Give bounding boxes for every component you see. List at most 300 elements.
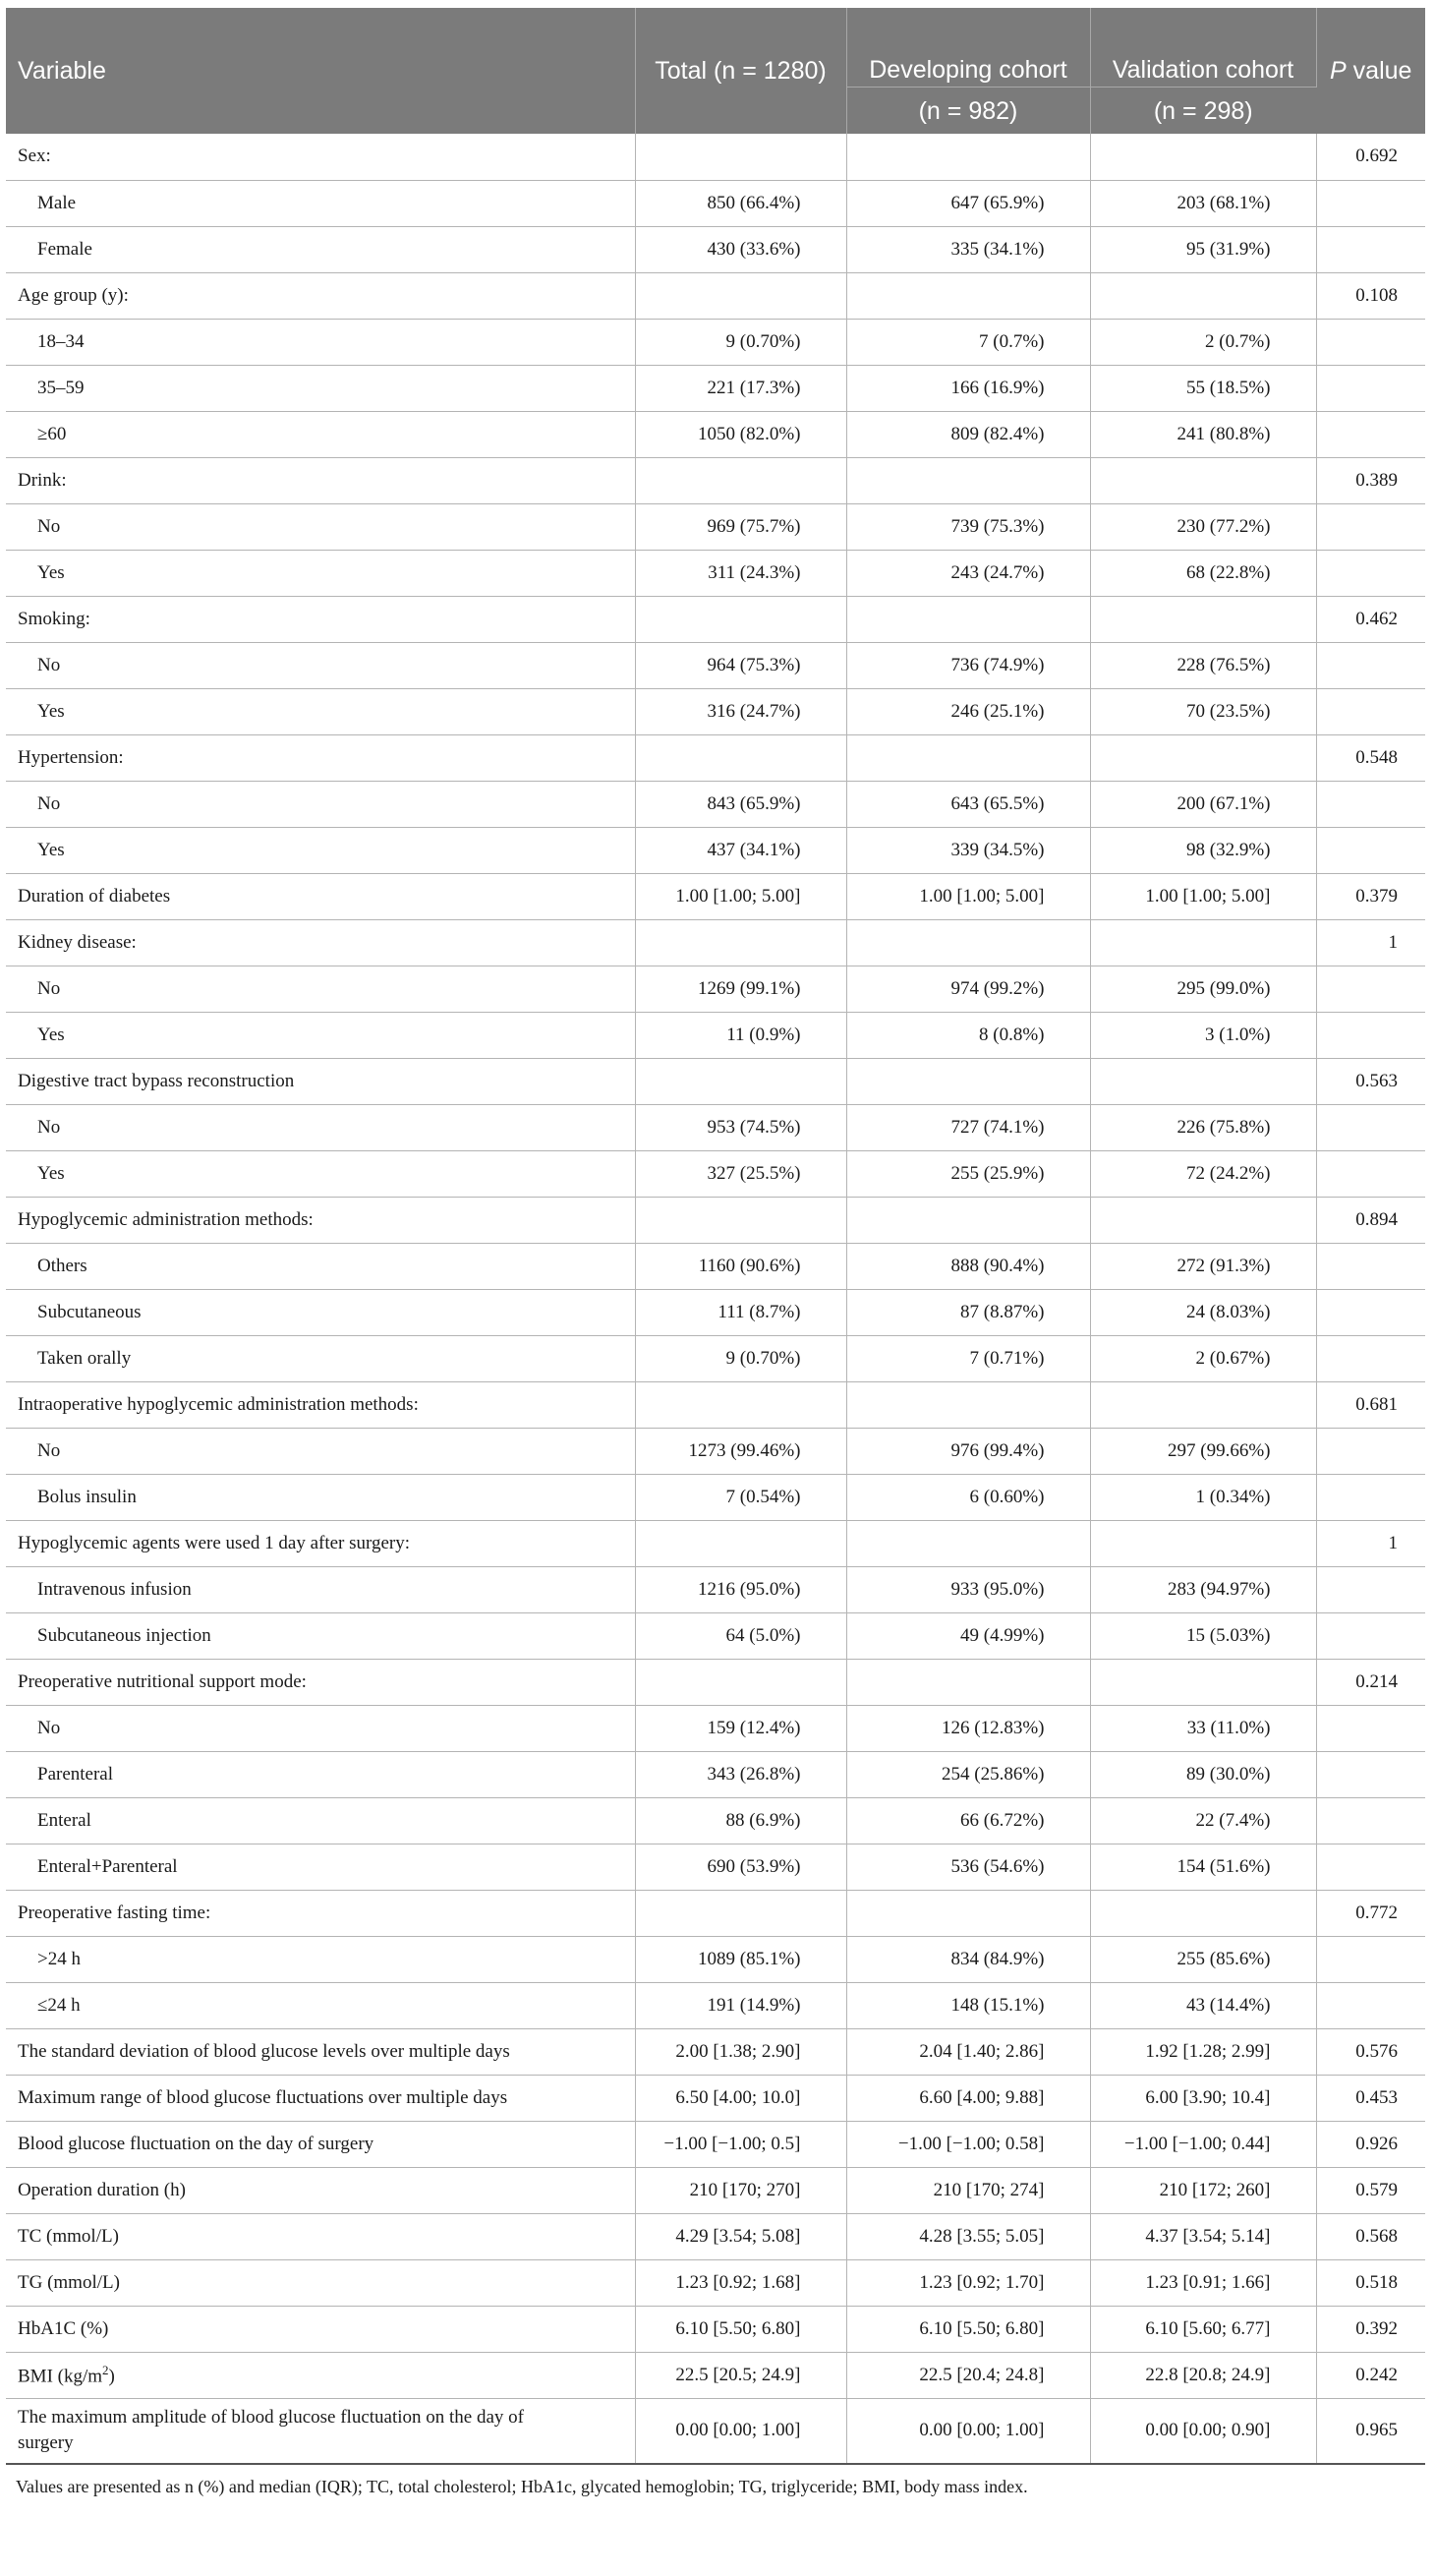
subcategory-label: Enteral <box>6 1797 635 1844</box>
subcategory-label: Subcutaneous <box>6 1289 635 1335</box>
p-value <box>1316 1335 1425 1381</box>
validation-value <box>1090 457 1316 503</box>
developing-value: 739 (75.3%) <box>846 503 1090 550</box>
validation-value <box>1090 1058 1316 1104</box>
table-row <box>6 1705 1425 1751</box>
total-value <box>635 919 846 966</box>
table-row <box>6 1612 1425 1659</box>
developing-value: 166 (16.9%) <box>846 365 1090 411</box>
developing-value <box>846 272 1090 319</box>
total-value <box>635 457 846 503</box>
subcategory-label: Taken orally <box>6 1335 635 1381</box>
developing-value <box>846 734 1090 781</box>
p-value: 0.576 <box>1316 2028 1425 2075</box>
subcategory-label: No <box>6 503 635 550</box>
p-value: 0.518 <box>1316 2259 1425 2306</box>
validation-value: 70 (23.5%) <box>1090 688 1316 734</box>
variable-label: TC (mmol/L) <box>6 2213 635 2259</box>
p-value <box>1316 226 1425 272</box>
variable-label: Blood glucose fluctuation on the day of surgery <box>6 2121 635 2167</box>
validation-value: 297 (99.66%) <box>1090 1428 1316 1474</box>
developing-value <box>846 919 1090 966</box>
table-row <box>6 1936 1425 1982</box>
p-value: 1 <box>1316 919 1425 966</box>
table-row <box>6 781 1425 827</box>
developing-value: 1.00 [1.00; 5.00] <box>846 873 1090 919</box>
developing-value <box>846 1381 1090 1428</box>
validation-value <box>1090 1520 1316 1566</box>
subcategory-label: Intravenous infusion <box>6 1566 635 1612</box>
validation-value <box>1090 1197 1316 1243</box>
validation-value: 255 (85.6%) <box>1090 1936 1316 1982</box>
subcategory-label: Female <box>6 226 635 272</box>
variable-label: Smoking: <box>6 596 635 642</box>
table-row <box>6 1890 1425 1936</box>
subcategory-label: Yes <box>6 827 635 873</box>
variable-label: TG (mmol/L) <box>6 2259 635 2306</box>
p-value: 0.453 <box>1316 2075 1425 2121</box>
variable-label <box>6 2352 635 2398</box>
table-row <box>6 1520 1425 1566</box>
total-value <box>635 596 846 642</box>
table-row <box>6 827 1425 873</box>
variable-label: Preoperative fasting time: <box>6 1890 635 1936</box>
table-row <box>6 1058 1425 1104</box>
validation-value: 228 (76.5%) <box>1090 642 1316 688</box>
table-row <box>6 1982 1425 2028</box>
total-value: 964 (75.3%) <box>635 642 846 688</box>
p-value <box>1316 1751 1425 1797</box>
variable-label: Maximum range of blood glucose fluctuations over multiple days <box>6 2075 635 2121</box>
variable-label: Intraoperative hypoglycemic administration methods: <box>6 1381 635 1428</box>
validation-value: 33 (11.0%) <box>1090 1705 1316 1751</box>
table-row <box>6 1243 1425 1289</box>
validation-value <box>1090 596 1316 642</box>
validation-value: 98 (32.9%) <box>1090 827 1316 873</box>
developing-value <box>846 596 1090 642</box>
bmi-label-superscript: 2 <box>102 2362 109 2377</box>
total-value: −1.00 [−1.00; 0.5] <box>635 2121 846 2167</box>
subcategory-label: ≤24 h <box>6 1982 635 2028</box>
validation-value <box>1090 919 1316 966</box>
validation-value <box>1090 272 1316 319</box>
table-row <box>6 180 1425 226</box>
total-value <box>635 1381 846 1428</box>
table-row <box>6 1104 1425 1150</box>
developing-value <box>846 1520 1090 1566</box>
validation-value: 226 (75.8%) <box>1090 1104 1316 1150</box>
subcategory-label: No <box>6 781 635 827</box>
p-value <box>1316 319 1425 365</box>
developing-value: 335 (34.1%) <box>846 226 1090 272</box>
table-row <box>6 1566 1425 1612</box>
p-value: 0.568 <box>1316 2213 1425 2259</box>
p-value: 0.926 <box>1316 2121 1425 2167</box>
validation-value: 68 (22.8%) <box>1090 550 1316 596</box>
total-value: 9 (0.70%) <box>635 319 846 365</box>
validation-value: 6.00 [3.90; 10.4] <box>1090 2075 1316 2121</box>
p-value: 1 <box>1316 1520 1425 1566</box>
total-value: 1089 (85.1%) <box>635 1936 846 1982</box>
p-value <box>1316 1566 1425 1612</box>
total-value: 430 (33.6%) <box>635 226 846 272</box>
p-value: 0.392 <box>1316 2306 1425 2352</box>
validation-value: −1.00 [−1.00; 0.44] <box>1090 2121 1316 2167</box>
table-row <box>6 503 1425 550</box>
validation-value: 6.10 [5.60; 6.77] <box>1090 2306 1316 2352</box>
total-value: 210 [170; 270] <box>635 2167 846 2213</box>
developing-value: 7 (0.7%) <box>846 319 1090 365</box>
header-validation-cohort: Validation cohort <box>1090 8 1316 88</box>
total-value <box>635 134 846 180</box>
developing-value: 0.00 [0.00; 1.00] <box>846 2398 1090 2464</box>
validation-value: 22 (7.4%) <box>1090 1797 1316 1844</box>
subcategory-label: No <box>6 1705 635 1751</box>
total-value: 88 (6.9%) <box>635 1797 846 1844</box>
total-value: 6.50 [4.00; 10.0] <box>635 2075 846 2121</box>
variable-label: The maximum amplitude of blood glucose fluctuation on the day of surgery <box>6 2398 635 2464</box>
variable-label: Digestive tract bypass reconstruction <box>6 1058 635 1104</box>
p-value: 0.108 <box>1316 272 1425 319</box>
p-value: 0.548 <box>1316 734 1425 781</box>
developing-value: 647 (65.9%) <box>846 180 1090 226</box>
validation-value: 154 (51.6%) <box>1090 1844 1316 1890</box>
p-value <box>1316 1705 1425 1751</box>
developing-value <box>846 1659 1090 1705</box>
subcategory-label: No <box>6 1104 635 1150</box>
total-value: 311 (24.3%) <box>635 550 846 596</box>
validation-value: 2 (0.7%) <box>1090 319 1316 365</box>
validation-value: 210 [172; 260] <box>1090 2167 1316 2213</box>
p-value: 0.379 <box>1316 873 1425 919</box>
developing-value: 7 (0.71%) <box>846 1335 1090 1381</box>
table-row <box>6 688 1425 734</box>
developing-value: 8 (0.8%) <box>846 1012 1090 1058</box>
header-variable: Variable <box>6 8 635 134</box>
validation-value: 72 (24.2%) <box>1090 1150 1316 1197</box>
developing-value: 49 (4.99%) <box>846 1612 1090 1659</box>
validation-value: 2 (0.67%) <box>1090 1335 1316 1381</box>
p-value <box>1316 365 1425 411</box>
total-value: 1160 (90.6%) <box>635 1243 846 1289</box>
table-row <box>6 734 1425 781</box>
table-row <box>6 966 1425 1012</box>
table-row <box>6 2121 1425 2167</box>
subcategory-label: Yes <box>6 688 635 734</box>
table-row <box>6 919 1425 966</box>
total-value: 843 (65.9%) <box>635 781 846 827</box>
p-value <box>1316 1012 1425 1058</box>
validation-value: 1 (0.34%) <box>1090 1474 1316 1520</box>
total-value: 4.29 [3.54; 5.08] <box>635 2213 846 2259</box>
total-value: 191 (14.9%) <box>635 1982 846 2028</box>
table-row <box>6 642 1425 688</box>
table-row <box>6 2167 1425 2213</box>
total-value: 437 (34.1%) <box>635 827 846 873</box>
total-value <box>635 1058 846 1104</box>
p-value <box>1316 1289 1425 1335</box>
total-value <box>635 1197 846 1243</box>
total-value: 1.00 [1.00; 5.00] <box>635 873 846 919</box>
total-value: 2.00 [1.38; 2.90] <box>635 2028 846 2075</box>
developing-value: 6 (0.60%) <box>846 1474 1090 1520</box>
p-value <box>1316 550 1425 596</box>
validation-value: 3 (1.0%) <box>1090 1012 1316 1058</box>
table-row <box>6 596 1425 642</box>
total-value: 111 (8.7%) <box>635 1289 846 1335</box>
subcategory-label: Enteral+Parenteral <box>6 1844 635 1890</box>
validation-value: 89 (30.0%) <box>1090 1751 1316 1797</box>
p-value <box>1316 966 1425 1012</box>
p-value <box>1316 411 1425 457</box>
validation-value <box>1090 134 1316 180</box>
developing-value: 536 (54.6%) <box>846 1844 1090 1890</box>
subcategory-label: No <box>6 966 635 1012</box>
developing-value: 809 (82.4%) <box>846 411 1090 457</box>
p-value: 0.894 <box>1316 1197 1425 1243</box>
table-row <box>6 2028 1425 2075</box>
header-developing-cohort: Developing cohort <box>846 8 1090 88</box>
total-value: 64 (5.0%) <box>635 1612 846 1659</box>
table-row <box>6 1844 1425 1890</box>
subcategory-label: 35–59 <box>6 365 635 411</box>
validation-value: 55 (18.5%) <box>1090 365 1316 411</box>
variable-label: Hypertension: <box>6 734 635 781</box>
header-p-value <box>1316 8 1425 134</box>
validation-value: 295 (99.0%) <box>1090 966 1316 1012</box>
total-value: 221 (17.3%) <box>635 365 846 411</box>
p-value <box>1316 827 1425 873</box>
table-row <box>6 2306 1425 2352</box>
validation-value: 15 (5.03%) <box>1090 1612 1316 1659</box>
variable-label: HbA1C (%) <box>6 2306 635 2352</box>
total-value: 969 (75.7%) <box>635 503 846 550</box>
developing-value: 66 (6.72%) <box>846 1797 1090 1844</box>
p-value: 0.214 <box>1316 1659 1425 1705</box>
table-body <box>6 134 1425 2464</box>
developing-value: 933 (95.0%) <box>846 1566 1090 1612</box>
table-row <box>6 1659 1425 1705</box>
total-value <box>635 1659 846 1705</box>
p-value: 0.772 <box>1316 1890 1425 1936</box>
variable-label: Hypoglycemic administration methods: <box>6 1197 635 1243</box>
subcategory-label: Subcutaneous injection <box>6 1612 635 1659</box>
developing-value: 4.28 [3.55; 5.05] <box>846 2213 1090 2259</box>
validation-value: 200 (67.1%) <box>1090 781 1316 827</box>
p-value <box>1316 1428 1425 1474</box>
total-value: 9 (0.70%) <box>635 1335 846 1381</box>
header-validation-n: (n = 298) <box>1090 88 1316 135</box>
developing-value: 243 (24.7%) <box>846 550 1090 596</box>
table-row <box>6 1381 1425 1428</box>
total-value <box>635 1520 846 1566</box>
table-row <box>6 1197 1425 1243</box>
table-row <box>6 2213 1425 2259</box>
total-value: 1050 (82.0%) <box>635 411 846 457</box>
p-value <box>1316 180 1425 226</box>
p-value: 0.462 <box>1316 596 1425 642</box>
p-value <box>1316 1104 1425 1150</box>
validation-value: 0.00 [0.00; 0.90] <box>1090 2398 1316 2464</box>
total-value: 0.00 [0.00; 1.00] <box>635 2398 846 2464</box>
p-value: 0.242 <box>1316 2352 1425 2398</box>
bmi-label-close: ) <box>108 2366 115 2387</box>
developing-value <box>846 134 1090 180</box>
validation-value <box>1090 1890 1316 1936</box>
variable-label: Drink: <box>6 457 635 503</box>
table-row <box>6 1751 1425 1797</box>
developing-value: 255 (25.9%) <box>846 1150 1090 1197</box>
developing-value: 148 (15.1%) <box>846 1982 1090 2028</box>
header-developing-n: (n = 982) <box>846 88 1090 135</box>
p-value <box>1316 642 1425 688</box>
validation-value: 272 (91.3%) <box>1090 1243 1316 1289</box>
table-row <box>6 134 1425 180</box>
table-row <box>6 1474 1425 1520</box>
table-row <box>6 1012 1425 1058</box>
variable-label: Duration of diabetes <box>6 873 635 919</box>
table-row <box>6 550 1425 596</box>
table-row <box>6 411 1425 457</box>
table-row <box>6 2075 1425 2121</box>
total-value: 1.23 [0.92; 1.68] <box>635 2259 846 2306</box>
table-row <box>6 457 1425 503</box>
developing-value <box>846 1058 1090 1104</box>
validation-value: 4.37 [3.54; 5.14] <box>1090 2213 1316 2259</box>
total-value <box>635 272 846 319</box>
header-p-rest: value <box>1346 57 1412 85</box>
table-row <box>6 1428 1425 1474</box>
total-value: 327 (25.5%) <box>635 1150 846 1197</box>
developing-value: 2.04 [1.40; 2.86] <box>846 2028 1090 2075</box>
p-value <box>1316 1150 1425 1197</box>
developing-value: 126 (12.83%) <box>846 1705 1090 1751</box>
header-total: Total (n = 1280) <box>635 8 846 134</box>
developing-value: 254 (25.86%) <box>846 1751 1090 1797</box>
subcategory-label: Yes <box>6 1012 635 1058</box>
subcategory-label: Bolus insulin <box>6 1474 635 1520</box>
developing-value: 974 (99.2%) <box>846 966 1090 1012</box>
table-row <box>6 1150 1425 1197</box>
developing-value: −1.00 [−1.00; 0.58] <box>846 2121 1090 2167</box>
p-value: 0.579 <box>1316 2167 1425 2213</box>
validation-value: 95 (31.9%) <box>1090 226 1316 272</box>
baseline-characteristics-table-container <box>6 8 1425 2497</box>
p-value <box>1316 1474 1425 1520</box>
developing-value: 643 (65.5%) <box>846 781 1090 827</box>
p-value <box>1316 1844 1425 1890</box>
table-row <box>6 319 1425 365</box>
validation-value: 1.92 [1.28; 2.99] <box>1090 2028 1316 2075</box>
validation-value: 283 (94.97%) <box>1090 1566 1316 1612</box>
p-value <box>1316 688 1425 734</box>
p-value <box>1316 503 1425 550</box>
developing-value: 6.10 [5.50; 6.80] <box>846 2306 1090 2352</box>
baseline-characteristics-table <box>6 8 1425 2465</box>
subcategory-label: No <box>6 642 635 688</box>
variable-label: The standard deviation of blood glucose levels over multiple days <box>6 2028 635 2075</box>
p-value <box>1316 1982 1425 2028</box>
variable-label: Preoperative nutritional support mode: <box>6 1659 635 1705</box>
validation-value: 241 (80.8%) <box>1090 411 1316 457</box>
table-row <box>6 873 1425 919</box>
subcategory-label: Male <box>6 180 635 226</box>
p-value <box>1316 1243 1425 1289</box>
p-value <box>1316 781 1425 827</box>
subcategory-label: >24 h <box>6 1936 635 1982</box>
developing-value: 22.5 [20.4; 24.8] <box>846 2352 1090 2398</box>
subcategory-label: ≥60 <box>6 411 635 457</box>
total-value: 316 (24.7%) <box>635 688 846 734</box>
variable-label: Kidney disease: <box>6 919 635 966</box>
p-value: 0.692 <box>1316 134 1425 180</box>
subcategory-label: Yes <box>6 550 635 596</box>
total-value: 1273 (99.46%) <box>635 1428 846 1474</box>
p-value: 0.965 <box>1316 2398 1425 2464</box>
developing-value: 6.60 [4.00; 9.88] <box>846 2075 1090 2121</box>
p-value: 0.563 <box>1316 1058 1425 1104</box>
table-row <box>6 2398 1425 2464</box>
table-row <box>6 1797 1425 1844</box>
bmi-label-text: BMI (kg/m <box>18 2366 103 2387</box>
variable-label: Sex: <box>6 134 635 180</box>
developing-value: 888 (90.4%) <box>846 1243 1090 1289</box>
validation-value: 1.23 [0.91; 1.66] <box>1090 2259 1316 2306</box>
developing-value <box>846 1890 1090 1936</box>
validation-value: 24 (8.03%) <box>1090 1289 1316 1335</box>
validation-value: 1.00 [1.00; 5.00] <box>1090 873 1316 919</box>
total-value: 159 (12.4%) <box>635 1705 846 1751</box>
table-row <box>6 272 1425 319</box>
validation-value <box>1090 1659 1316 1705</box>
p-value <box>1316 1612 1425 1659</box>
developing-value: 246 (25.1%) <box>846 688 1090 734</box>
total-value: 6.10 [5.50; 6.80] <box>635 2306 846 2352</box>
p-value: 0.681 <box>1316 1381 1425 1428</box>
developing-value: 976 (99.4%) <box>846 1428 1090 1474</box>
total-value: 690 (53.9%) <box>635 1844 846 1890</box>
developing-value: 727 (74.1%) <box>846 1104 1090 1150</box>
total-value: 850 (66.4%) <box>635 180 846 226</box>
total-value: 22.5 [20.5; 24.9] <box>635 2352 846 2398</box>
total-value: 11 (0.9%) <box>635 1012 846 1058</box>
validation-value: 203 (68.1%) <box>1090 180 1316 226</box>
total-value: 953 (74.5%) <box>635 1104 846 1150</box>
table-row <box>6 1335 1425 1381</box>
developing-value <box>846 1197 1090 1243</box>
total-value: 7 (0.54%) <box>635 1474 846 1520</box>
subcategory-label: Others <box>6 1243 635 1289</box>
subcategory-label: No <box>6 1428 635 1474</box>
validation-value <box>1090 734 1316 781</box>
table-row <box>6 365 1425 411</box>
table-row <box>6 1289 1425 1335</box>
subcategory-label: 18–34 <box>6 319 635 365</box>
table-footnote: Values are presented as n (%) and median (IQR); TC, total cholesterol; HbA1c, glycated hemoglobin; TG, triglyceride; BMI, body mass index. <box>16 2477 1028 2496</box>
validation-value <box>1090 1381 1316 1428</box>
header-p-italic: P <box>1330 57 1347 85</box>
table-row <box>6 2352 1425 2398</box>
total-value: 1216 (95.0%) <box>635 1566 846 1612</box>
variable-label: Age group (y): <box>6 272 635 319</box>
total-value <box>635 1890 846 1936</box>
total-value: 1269 (99.1%) <box>635 966 846 1012</box>
subcategory-label: Parenteral <box>6 1751 635 1797</box>
developing-value: 1.23 [0.92; 1.70] <box>846 2259 1090 2306</box>
developing-value: 834 (84.9%) <box>846 1936 1090 1982</box>
p-value <box>1316 1936 1425 1982</box>
variable-label: Operation duration (h) <box>6 2167 635 2213</box>
